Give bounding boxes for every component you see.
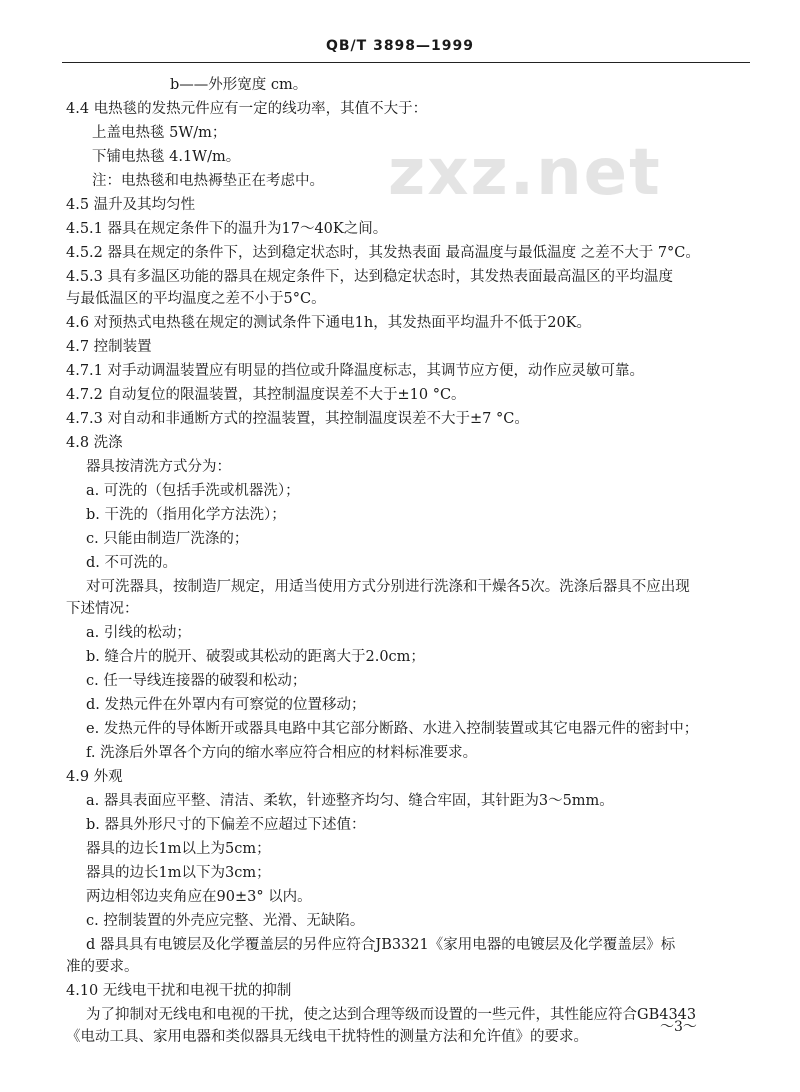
text-line: 4.5.1 器具在规定条件下的温升为17～40K之间。 — [66, 221, 388, 237]
text-line: f. 洗涤后外罩各个方向的缩水率应符合相应的材料标准要求。 — [86, 745, 478, 761]
text-line: a. 器具表面应平整、清洁、柔软，针迹整齐均匀、缝合牢固，其针距为3～5mm。 — [86, 793, 614, 809]
text-line: 注：电热毯和电热褥垫正在考虑中。 — [92, 173, 324, 189]
text-line: b——外形宽度 cm。 — [170, 77, 308, 93]
text-line: d. 发热元件在外罩内有可察觉的位置移动； — [86, 697, 366, 713]
text-line: 为了抑制对无线电和电视的干扰，使之达到合理等级而设置的一些元件，其性能应符合GB4343 — [86, 1007, 697, 1023]
text-line: 4.9 外观 — [66, 769, 123, 785]
text-line: 4.8 洗涤 — [66, 435, 123, 451]
text-line: 器具按清洗方式分为： — [86, 459, 231, 475]
text-line: 《电动工具、家用电器和类似器具无线电干扰特性的测量方法和允许值》的要求。 — [66, 1029, 588, 1045]
text-line: c. 只能由制造厂洗涤的； — [86, 531, 249, 547]
text-line: d 器具具有电镀层及化学覆盖层的另件应符合JB3321《家用电器的电镀层及化学覆盖层》标 — [86, 937, 676, 953]
text-line: 4.5.2 器具在规定的条件下，达到稳定状态时，其发热表面 最高温度与最低温度 之差不大于 7°C。 — [66, 245, 700, 261]
text-line: 4.10 无线电干扰和电视干扰的抑制 — [66, 983, 292, 999]
text-line: e. 发热元件的导体断开或器具电路中其它部分断路、水进入控制装置或其它电器元件的密封中； — [86, 721, 699, 737]
text-line: c. 控制装置的外壳应完整、光滑、无缺陷。 — [86, 913, 365, 929]
text-line: c. 任一导线连接器的破裂和松动； — [86, 673, 307, 689]
page-number: ～3～ — [660, 1019, 697, 1035]
watermark: zxz.net — [388, 136, 662, 210]
text-line: 器具的边长1m以上为5cm； — [86, 841, 271, 857]
text-line: 4.5 温升及其均匀性 — [66, 197, 196, 213]
text-line: 4.5.3 具有多温区功能的器具在规定条件下，达到稳定状态时，其发热表面最高温区的平均温度 — [66, 269, 673, 285]
text-line: 对可洗器具，按制造厂规定，用适当使用方式分别进行洗涤和干燥各5次。洗涤后器具不应出现 — [86, 579, 690, 595]
text-line: b. 缝合片的脱开、破裂或其松动的距离大于2.0cm； — [86, 649, 425, 665]
text-line: 4.7.2 自动复位的限温装置，其控制温度误差不大于±10 °C。 — [66, 387, 466, 403]
text-line: 上盖电热毯 5W/m； — [92, 125, 227, 141]
text-line: 4.7.3 对自动和非通断方式的控温装置，其控制温度误差不大于±7 °C。 — [66, 411, 529, 427]
text-line: a. 引线的松动； — [86, 625, 191, 641]
text-line: a. 可洗的（包括手洗或机器洗）； — [86, 483, 300, 499]
text-line: 准的要求。 — [66, 959, 139, 975]
text-line: 4.6 对预热式电热毯在规定的测试条件下通电1h，其发热面平均温升不低于20K。 — [66, 315, 592, 331]
text-line: 两边相邻边夹角应在90±3° 以内。 — [86, 889, 312, 905]
text-line: 器具的边长1m以下为3cm； — [86, 865, 271, 881]
standard-code-header: QB/T 3898—1999 — [325, 38, 475, 54]
text-line: 与最低温区的平均温度之差不小于5°C。 — [66, 291, 326, 307]
text-line: d. 不可洗的。 — [86, 555, 177, 571]
text-line: b. 干洗的（指用化学方法洗）； — [86, 507, 286, 523]
header-rule — [62, 62, 750, 63]
text-line: b. 器具外形尺寸的下偏差不应超过下述值： — [86, 817, 366, 833]
text-line: 下铺电热毯 4.1W/m。 — [92, 149, 241, 165]
text-line: 4.7 控制装置 — [66, 339, 152, 355]
text-line: 4.7.1 对手动调温装置应有明显的挡位或升降温度标志，其调节应方便，动作应灵敏可靠。 — [66, 363, 644, 379]
text-line: 下述情况： — [66, 601, 139, 617]
text-line: 4.4 电热毯的发热元件应有一定的线功率，其值不大于： — [66, 101, 428, 117]
